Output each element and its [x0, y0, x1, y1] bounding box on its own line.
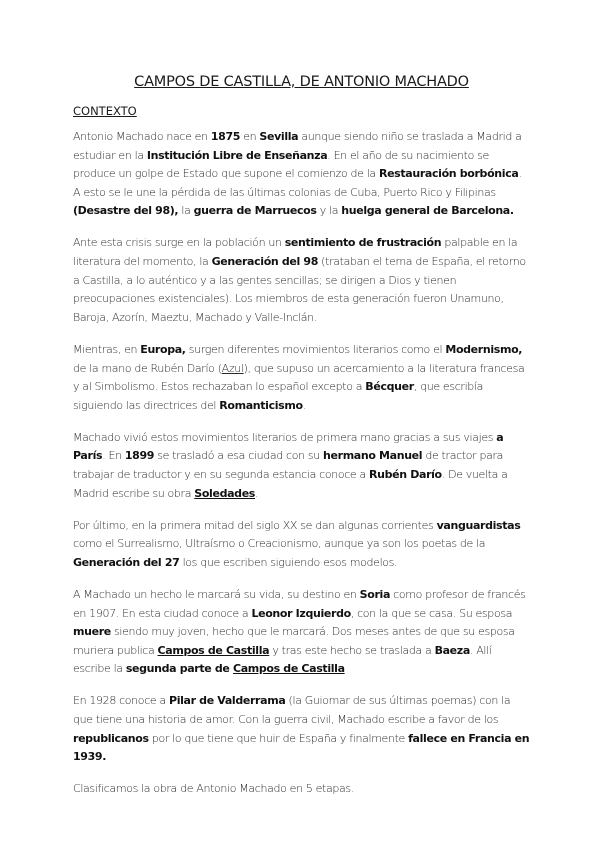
emphasis-text: fallece en Francia en 1939.	[73, 731, 530, 764]
underlined-text: Azul	[221, 361, 244, 375]
text-run: . En	[102, 449, 125, 463]
text-run: .	[302, 398, 306, 412]
emphasis-text: Soledades	[194, 486, 256, 500]
emphasis-text: guerra de Marruecos	[193, 204, 317, 218]
paragraph	[73, 517, 530, 573]
emphasis-text: Generación del 98	[211, 255, 319, 269]
text-run: como el Surrealismo, Ultraísmo o Creacionismo, aunque ya son los poetas de la	[73, 537, 486, 551]
text-run: siendo muy joven, hecho que le marcará. Dos meses antes de que su esposa muriera publica	[73, 625, 515, 657]
section-heading: CONTEXTO	[73, 104, 137, 118]
text-run: los que escriben siguiendo esos modelos.	[179, 555, 398, 569]
emphasis-text: Pilar de Valderrama	[169, 694, 286, 708]
text-run: Ante esta crisis surge en la población un	[73, 236, 285, 250]
emphasis-text: republicanos	[73, 731, 149, 745]
emphasis-text: Sevilla	[259, 130, 299, 143]
paragraph	[73, 429, 530, 503]
emphasis-text: Campos de Castilla	[157, 643, 270, 657]
emphasis-text: Institución Libre de Enseñanza	[146, 148, 328, 162]
emphasis-text: Campos de Castilla	[232, 662, 345, 676]
text-run: y la	[316, 204, 342, 218]
text-run: , con la que se casa. Su esposa	[350, 606, 513, 620]
document-title: CAMPOS DE CASTILLA, DE ANTONIO MACHADO	[134, 74, 469, 90]
text-run: Machado vivió estos movimientos literarios de primera mano gracias a sus viajes	[73, 430, 497, 444]
emphasis-text: (Desastre del 98),	[73, 204, 179, 218]
emphasis-text: Generación del 27	[73, 555, 180, 569]
text-run: se trasladó a esa ciudad con su	[154, 449, 324, 463]
emphasis-text: segunda parte de	[125, 662, 233, 676]
text-run: como profesor de francés en 1907. En esta ciudad conoce a	[73, 587, 526, 620]
emphasis-text: 1875	[210, 130, 241, 143]
text-run: la	[178, 204, 194, 218]
emphasis-text: Europa,	[140, 342, 186, 356]
text-run: (la Guiomar de sus últimas poemas) con la que tiene una historia de amor. Con la guerra civil, Machado escribe a favor de los	[73, 694, 511, 727]
paragraph	[73, 692, 530, 766]
emphasis-text: vanguardistas	[436, 518, 521, 532]
text-run: . En el año de su nacimiento se produce un golpe de Estado que supone el comienzo de la	[73, 148, 489, 181]
text-run: Mientras, en	[73, 342, 141, 356]
emphasis-text: Soria	[359, 587, 391, 601]
text-run: Por último, en la primera mitad del siglo XX se dan algunas corrientes	[73, 518, 437, 532]
text-run: Clasificamos la obra de Antonio Machado en 5 etapas.	[73, 782, 354, 796]
emphasis-text: 1899	[124, 449, 155, 463]
text-run: ), que supuso un acercamiento a la literatura francesa y al Simbolismo. Estos rechazaban lo español excepto a	[73, 361, 525, 394]
text-run: palpable en la literatura del momento, la	[73, 236, 518, 269]
emphasis-text: a París	[73, 430, 504, 463]
emphasis-text: hermano Manuel	[323, 449, 423, 463]
text-run: en	[240, 130, 260, 143]
emphasis-text: Baeza	[434, 643, 470, 657]
emphasis-text: huelga general de Barcelona.	[341, 204, 514, 218]
emphasis-text: muere	[73, 625, 111, 639]
text-run: , que escribía siguiendo las directrices del	[73, 380, 484, 412]
text-run: de la mano de Rubén Darío (	[73, 361, 222, 375]
text-run: Antonio Machado nace en	[73, 130, 211, 143]
text-run: . A esto se le une la pérdida de las últimas colonias de Cuba, Puerto Rico y Filipinas	[73, 167, 522, 199]
text-run: por lo que tiene que huir de España y finalmente	[148, 731, 409, 745]
paragraph	[73, 128, 530, 221]
text-run: En 1928 conoce a	[73, 694, 169, 708]
document-body	[73, 128, 530, 799]
text-run: de tractor para trabajar de traductor y en su segunda estancia conoce a	[73, 449, 504, 481]
paragraph	[73, 780, 530, 799]
text-run: aunque siendo niño se traslada a Madrid a estudiar en la	[73, 130, 522, 162]
text-run: .	[255, 486, 259, 500]
emphasis-text: Rubén Darío	[369, 468, 442, 481]
text-run: y tras este hecho se traslada a	[269, 643, 435, 657]
emphasis-text: Leonor Izquierdo	[251, 606, 351, 620]
emphasis-text: Bécquer	[365, 380, 414, 394]
text-run: . De vuelta a Madrid escribe su obra	[73, 468, 508, 500]
paragraph	[73, 341, 530, 415]
emphasis-text: sentimiento de frustración	[284, 236, 442, 250]
paragraph	[73, 586, 530, 679]
text-run: . Allí escribe la	[73, 643, 492, 676]
emphasis-text: Modernismo,	[445, 342, 523, 356]
text-run: A Machado un hecho le marcará su vida, su destino en	[73, 587, 360, 601]
paragraph	[73, 234, 530, 327]
emphasis-text: Restauración borbónica	[378, 167, 519, 181]
text-run: (trataban el tema de España, el retorno a Castilla, a lo auténtico y a las gentes sencillas; se dirigen a Dios y tienen preocupaciones existenciales). Los miembros de esta generación fueron Unamuno, Baroja, Azorín, Maeztu, Machado y Valle-Inclán.	[73, 255, 526, 324]
emphasis-text: Romanticismo	[219, 398, 303, 412]
text-run: surgen diferentes movimientos literarios como el	[185, 342, 446, 356]
